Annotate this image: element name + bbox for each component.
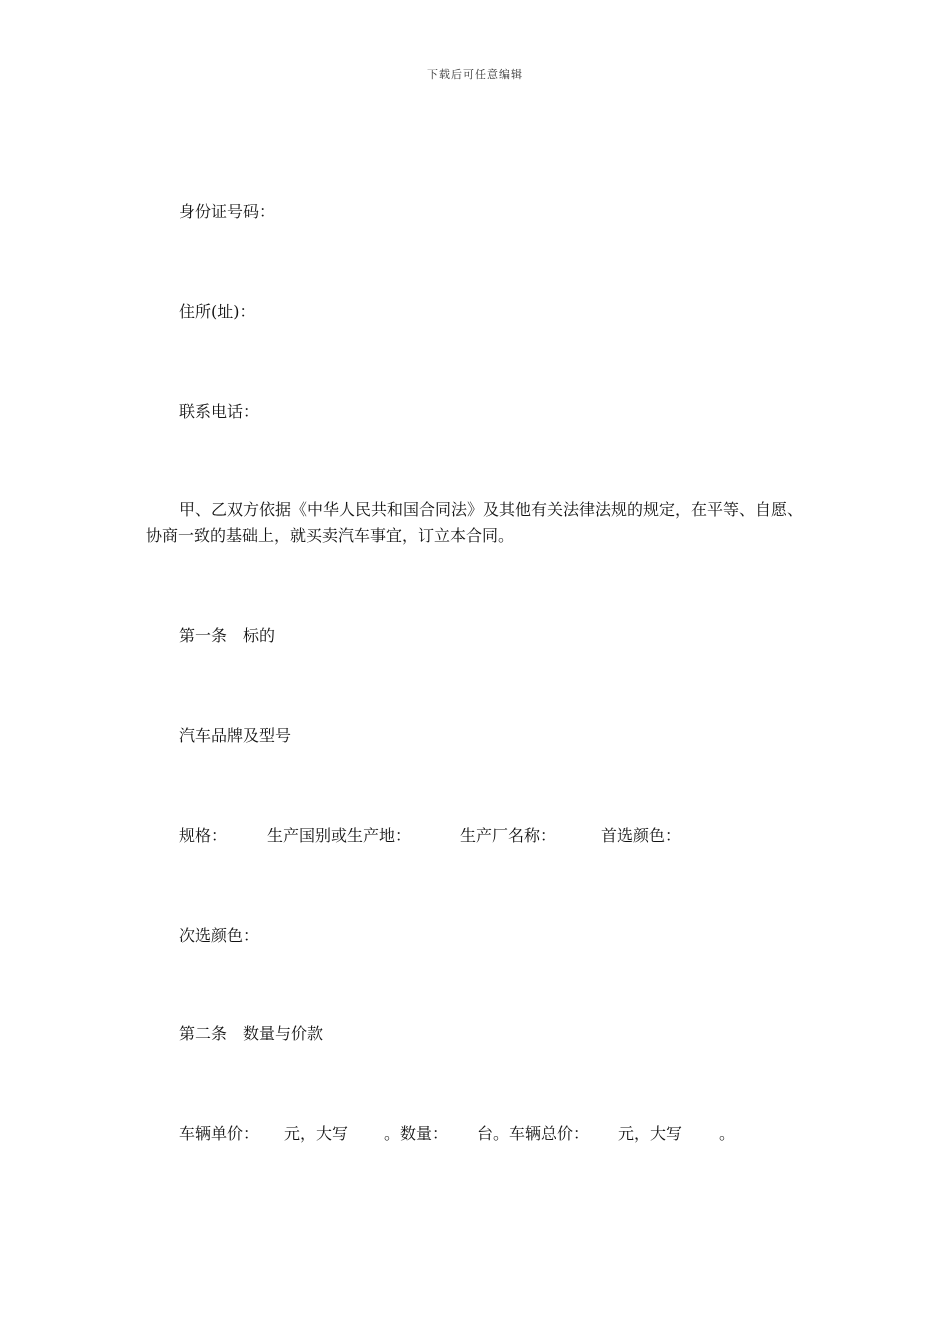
article-1-title: 第一条 标的 xyxy=(179,626,276,645)
first-color-label: 首选颜色： xyxy=(601,826,682,845)
origin-label: 生产国别或生产地： xyxy=(267,826,412,845)
address-label: 住所(址)： xyxy=(179,302,256,321)
maker-label: 生产厂名称： xyxy=(460,826,557,845)
total-price-yuan: 元，大写 xyxy=(618,1124,683,1143)
price-row-end: 。 xyxy=(719,1124,736,1143)
intro-paragraph: 甲、乙双方依据《中华人民共和国合同法》及其他有关法律法规的规定，在平等、自愿、协商一致的基础上，就买卖汽车事宜，订立本合同。 xyxy=(146,500,804,545)
brand-model-label: 汽车品牌及型号 xyxy=(179,726,292,745)
article-2-title: 第二条 数量与价款 xyxy=(179,1024,324,1043)
page-header: 下载后可任意编辑 xyxy=(427,68,523,81)
unit-price-label: 车辆单价： xyxy=(179,1124,260,1143)
spec-label: 规格： xyxy=(179,826,228,845)
id-number-label: 身份证号码： xyxy=(179,202,276,221)
second-color-label: 次选颜色： xyxy=(179,926,260,945)
phone-label: 联系电话： xyxy=(179,402,260,421)
unit-price-yuan: 元，大写 xyxy=(284,1124,349,1143)
total-price-label: 台。车辆总价： xyxy=(477,1124,590,1143)
quantity-label: 。数量： xyxy=(384,1124,449,1143)
